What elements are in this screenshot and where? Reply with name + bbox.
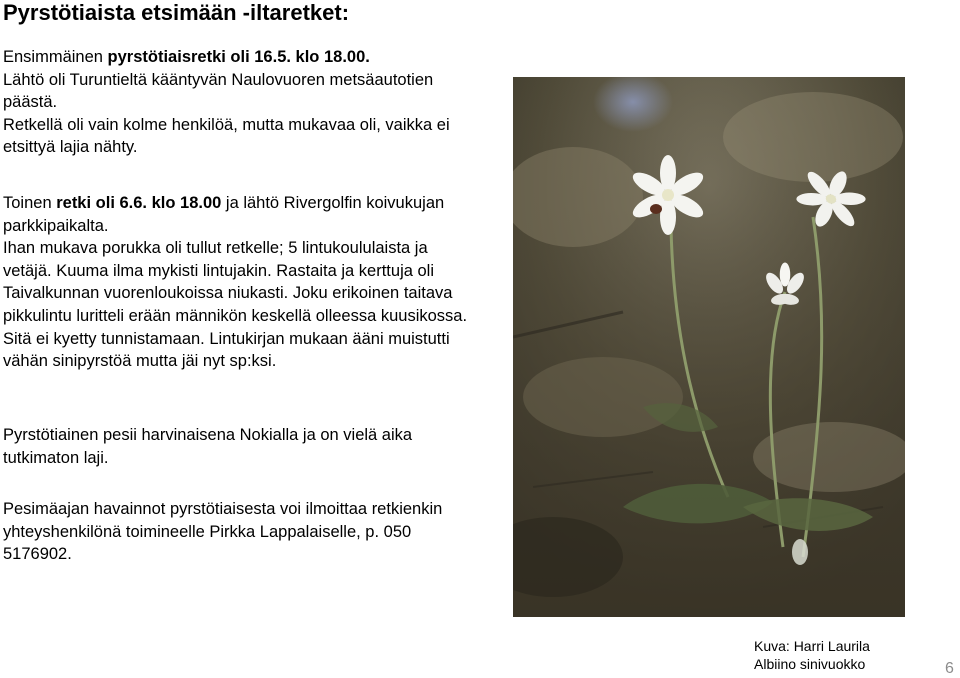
second-trip-paragraph [3,192,473,373]
page-title: Pyrstötiaista etsimään -iltaretket: [3,0,350,25]
photo-species: Albiino sinivuokko [754,656,866,672]
second-trip-date: retki oli 6.6. klo 18.00 [56,194,222,212]
second-trip-summary: Ihan mukava porukka oli tullut retkelle; 5 lintukoululaista ja vetäjä. Kuuma ilma mykisti lintujakin. Rastaita ja kerttuja oli Taivalkunnan vuorenloukoissa niukasti. Joku erikoinen taitava pikkulintu luritteli erään männikön keskellä olleessa kuusikossa. Sitä ei kyetty tunnistamaan. Lintukirjan mukaan ääni muistutti vähän sinipyrstöä mutta jäi nyt sp:ksi. [3,239,468,371]
photo-credit: Kuva: Harri Laurila [754,638,870,654]
first-trip-paragraph [3,46,473,159]
second-trip-start: ja lähtö Rivergolfin koivukujan parkkipaikalta. [3,194,445,235]
report-paragraph: Pesimäajan havainnot pyrstötiaisesta voi ilmoittaa retkienkin yhteyshenkilönä toimineelle Pirkka Lappalaiselle, p. 050 5176902. [3,500,443,564]
first-trip-date: pyrstötiaisretki oli 16.5. klo 18.00. [107,48,370,66]
photo-caption [754,637,870,673]
page-number: 6 [945,660,954,677]
flower-photo [513,77,905,617]
first-trip-intro: Ensimmäinen [3,48,108,66]
nesting-paragraph: Pyrstötiainen pesii harvinaisena Nokialla ja on vielä aika tutkimaton laji. [3,426,413,467]
first-trip-start: Lähtö oli Turuntieltä kääntyvän Naulovuoren metsäautotien päästä. [3,70,434,112]
first-trip-summary: Retkellä oli vain kolme henkilöä, mutta mukavaa oli, vaikka ei etsittyä lajia nähty. [3,115,450,157]
second-trip-intro: Toinen [3,194,57,212]
albino-hepatica-photo [513,77,905,617]
